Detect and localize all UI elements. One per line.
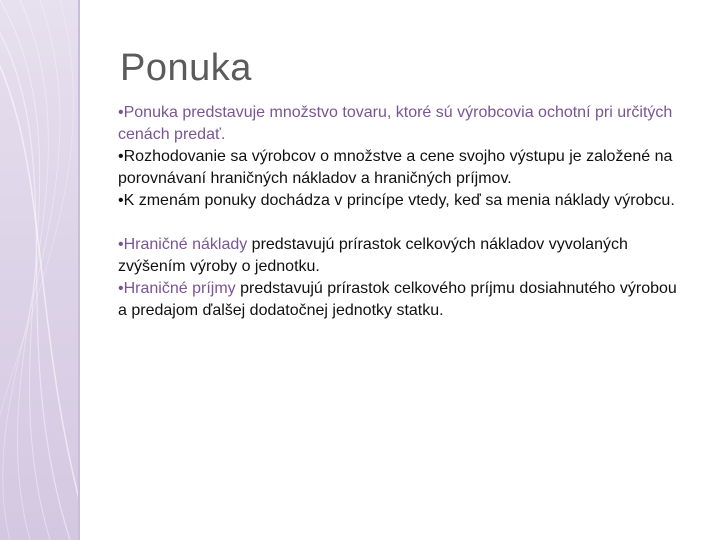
bullet-item xyxy=(118,102,678,146)
bullet-text: K zmenám ponuky dochádza v princípe vtedy, keď sa menia náklady výrobcu. xyxy=(123,192,675,209)
bullet-text: predstavujú prírastok celkových nákladov vyvolaných zvýšením výroby o jednotku. xyxy=(118,236,628,275)
side-band-edge xyxy=(78,0,80,540)
bullet-marker: • xyxy=(118,148,124,165)
bullet-lead: Hraničné náklady xyxy=(123,236,248,253)
decorative-curves xyxy=(0,0,78,540)
bullet-item xyxy=(118,234,678,278)
slide-body xyxy=(118,102,678,322)
bullet-item xyxy=(118,278,678,322)
bullet-item xyxy=(118,190,678,212)
slide-title: Ponuka xyxy=(120,47,252,89)
bullet-marker: • xyxy=(118,104,124,121)
bullet-lead: Hraničné príjmy xyxy=(123,280,236,297)
bullet-block-1 xyxy=(118,102,678,212)
bullet-text: predstavujú prírastok celkového príjmu dosiahnutého výrobou a predajom ďalšej dodatočnej jednotky statku. xyxy=(118,280,677,319)
bullet-lead: Ponuka predstavuje množstvo tovaru, ktoré sú výrobcovia ochotní pri určitých cenách predať. xyxy=(118,104,673,143)
bullet-marker: • xyxy=(118,280,124,297)
bullet-text: Rozhodovanie sa výrobcov o množstve a cene svojho výstupu je založené na porovnávaní hraničných nákladov a hraničných príjmov. xyxy=(118,148,673,187)
paragraph-gap xyxy=(118,212,678,234)
bullet-block-2 xyxy=(118,234,678,322)
bullet-marker: • xyxy=(118,236,124,253)
bullet-item xyxy=(118,146,678,190)
decorative-side-band xyxy=(0,0,78,540)
bullet-marker: • xyxy=(118,192,124,209)
